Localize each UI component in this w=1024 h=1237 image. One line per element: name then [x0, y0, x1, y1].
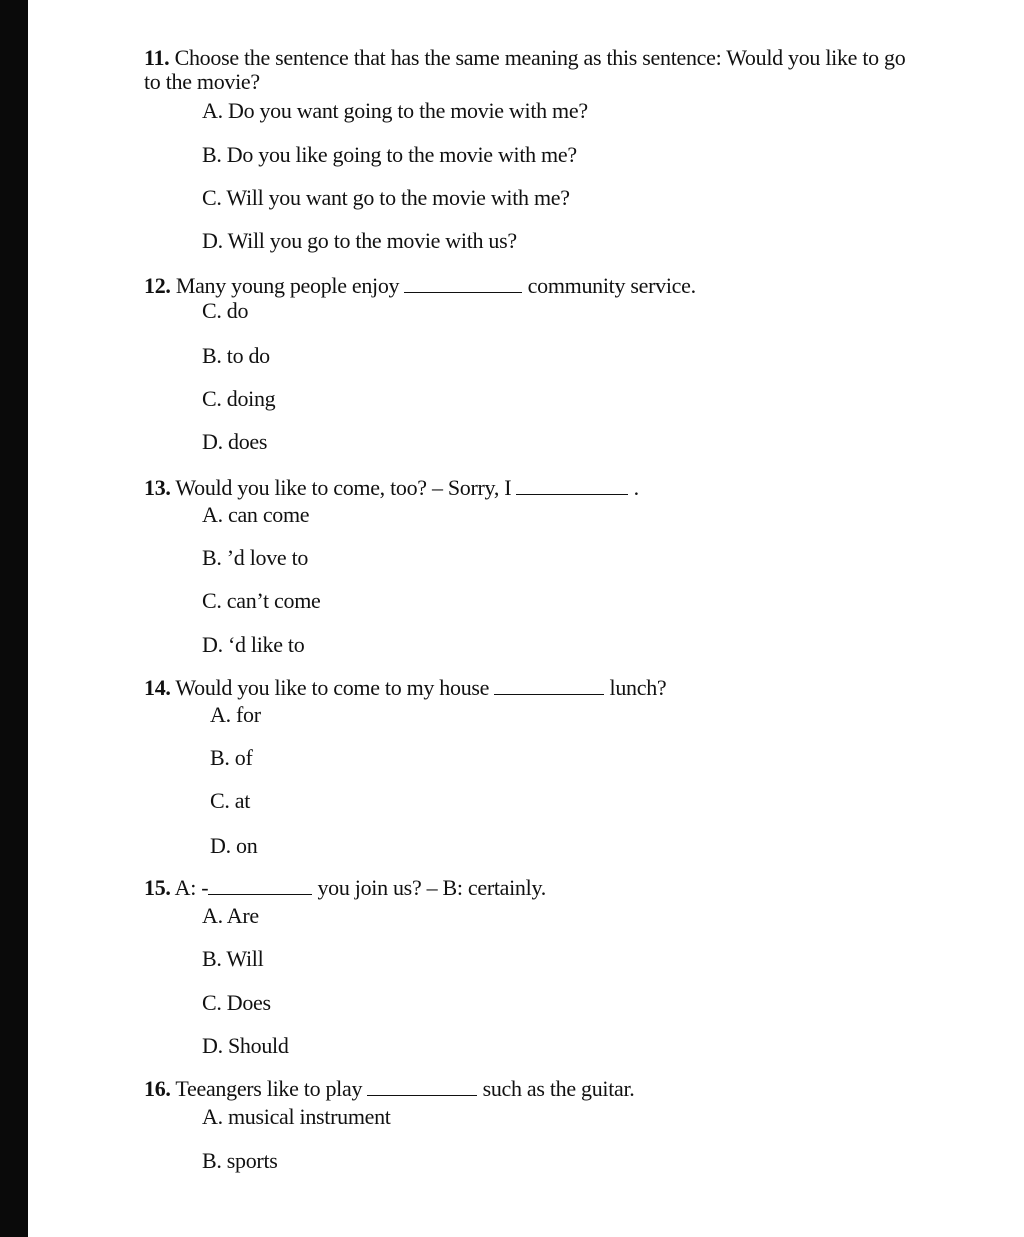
question-number: 15.: [144, 875, 171, 900]
answer-blank[interactable]: [208, 876, 312, 895]
worksheet-page: [28, 0, 1024, 1237]
option-a[interactable]: A. for: [210, 702, 261, 727]
question-text-after: lunch?: [609, 675, 667, 700]
question-text-before: Would you like to come, too? – Sorry, I: [175, 475, 512, 500]
question-text-after: you join us? – B: certainly.: [317, 875, 546, 900]
question-number: 14.: [144, 675, 171, 700]
question-11: [144, 46, 1004, 94]
option-a[interactable]: A. musical instrument: [202, 1104, 391, 1129]
answer-blank[interactable]: [404, 274, 522, 293]
option-a[interactable]: A. Are: [202, 903, 259, 928]
question-number: 11.: [144, 45, 170, 70]
option-c[interactable]: C. Does: [202, 990, 271, 1015]
option-b[interactable]: B. to do: [202, 343, 270, 368]
option-d[interactable]: D. Will you go to the movie with us?: [202, 228, 517, 253]
option-d[interactable]: D. on: [210, 833, 258, 858]
option-c[interactable]: C. Will you want go to the movie with me?: [202, 185, 570, 210]
question-text-before: Many young people enjoy: [175, 273, 400, 298]
option-b[interactable]: B. sports: [202, 1148, 278, 1173]
question-14: [144, 676, 1004, 700]
option-a[interactable]: A. can come: [202, 502, 310, 527]
question-text-before: Would you like to come to my house: [175, 675, 490, 700]
question-text-before: Teeangers like to play: [175, 1076, 363, 1101]
answer-blank[interactable]: [516, 476, 628, 495]
option-a[interactable]: A. Do you want going to the movie with me?: [202, 98, 588, 123]
question-number: 12.: [144, 273, 171, 298]
question-text-after: .: [633, 475, 639, 500]
option-b[interactable]: B. ’d love to: [202, 545, 309, 570]
option-c[interactable]: C. can’t come: [202, 588, 321, 613]
option-b[interactable]: B. of: [210, 745, 253, 770]
option-b[interactable]: B. Do you like going to the movie with me?: [202, 142, 577, 167]
option-d[interactable]: D. does: [202, 429, 268, 454]
option-b[interactable]: B. Will: [202, 946, 264, 971]
option-c[interactable]: C. do: [202, 298, 249, 323]
question-15: [144, 876, 1004, 900]
question-text-line1: Choose the sentence that has the same meaning as this sentence: Would you like to go: [174, 45, 906, 70]
question-number: 13.: [144, 475, 171, 500]
question-number: 16.: [144, 1076, 171, 1101]
answer-blank[interactable]: [367, 1077, 477, 1096]
question-13: [144, 476, 1004, 500]
question-16: [144, 1077, 1004, 1101]
left-border-bar: [0, 0, 28, 1237]
question-text-before: A: -: [174, 875, 209, 900]
option-c[interactable]: C. at: [210, 788, 251, 813]
question-text-line2: to the movie?: [144, 69, 260, 94]
question-12: [144, 274, 1004, 298]
question-text-after: community service.: [527, 273, 696, 298]
option-c[interactable]: C. doing: [202, 386, 276, 411]
option-d[interactable]: D. Should: [202, 1033, 289, 1058]
answer-blank[interactable]: [494, 676, 604, 695]
question-text-after: such as the guitar.: [482, 1076, 635, 1101]
option-d[interactable]: D. ‘d like to: [202, 632, 305, 657]
